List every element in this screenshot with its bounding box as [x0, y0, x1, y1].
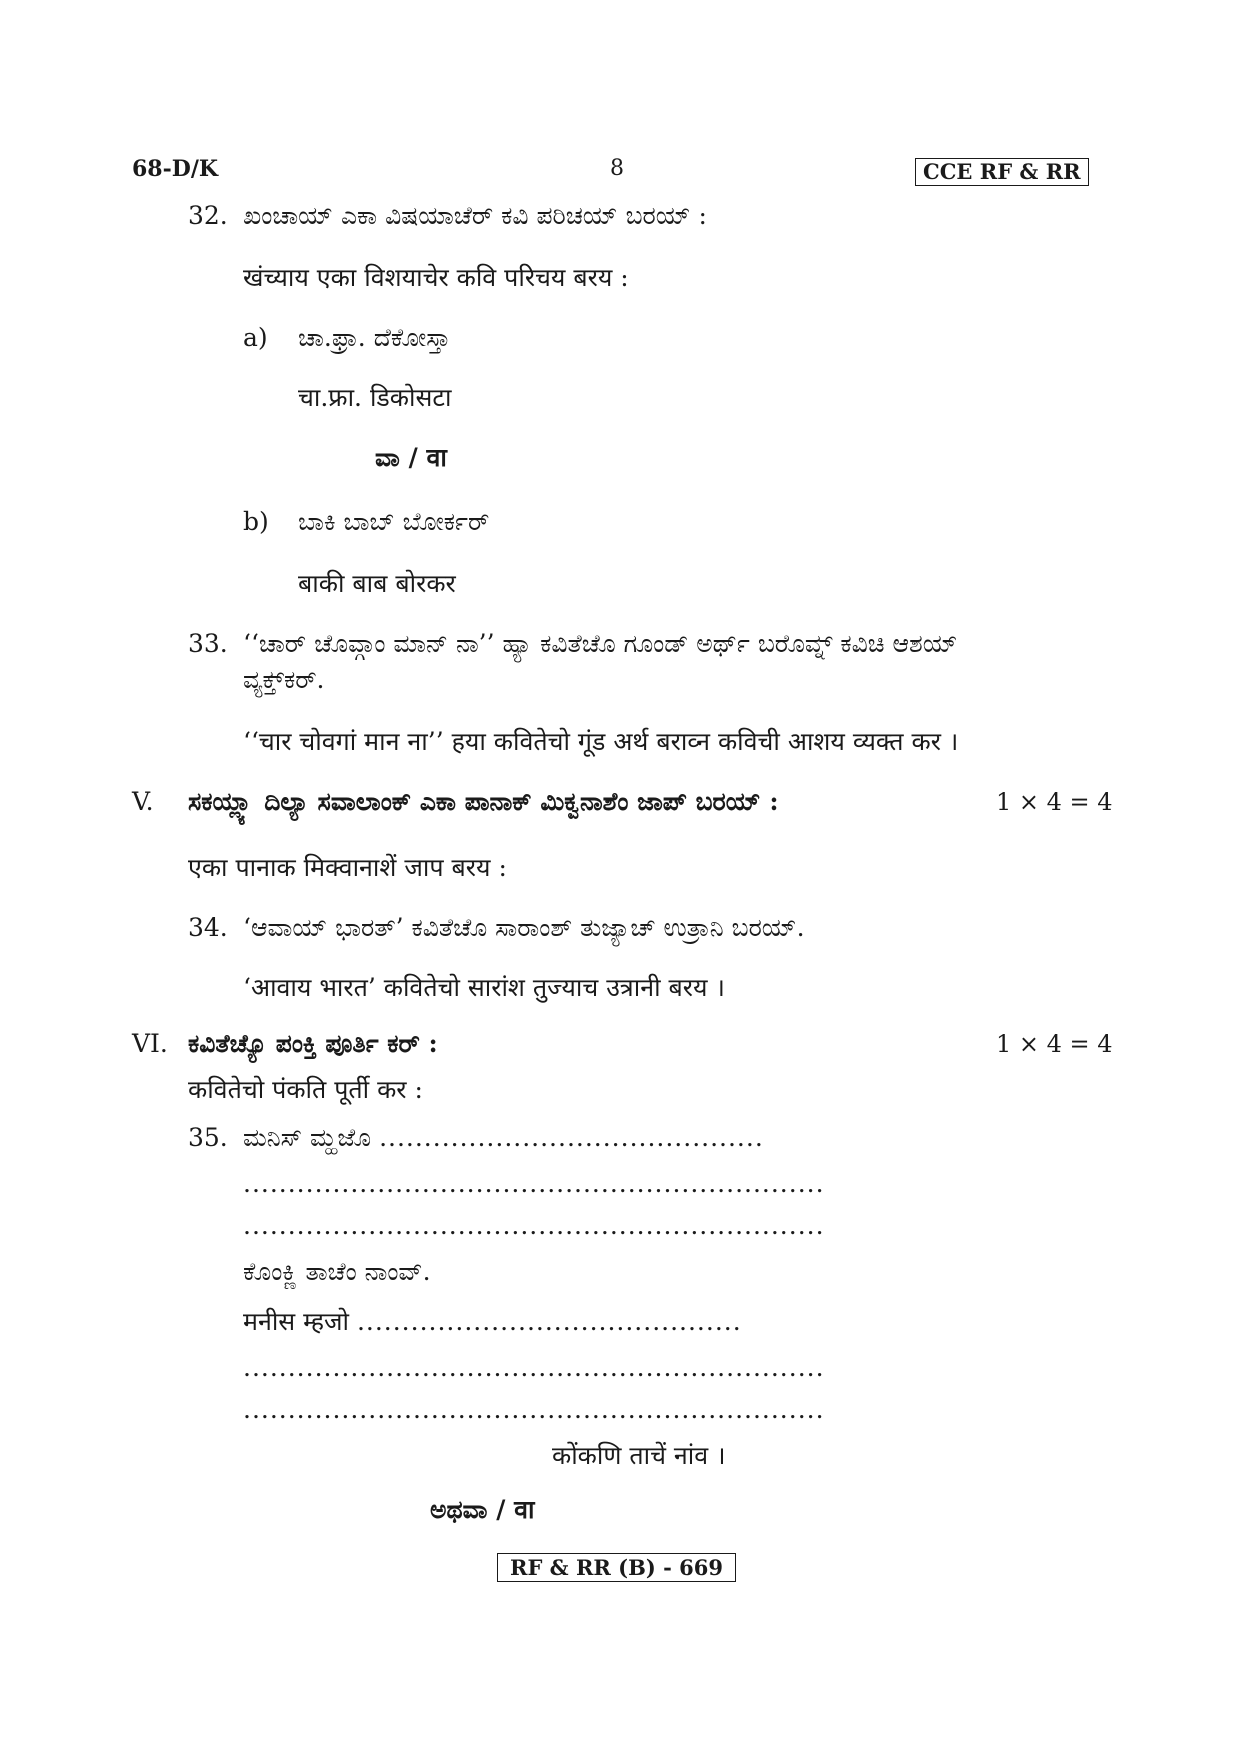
section-5-marks: 1 × 4 = 4: [996, 788, 1113, 816]
series-badge: CCE RF & RR: [915, 158, 1089, 186]
question-34-kannada: ‘ಆವಾಯ್ ಭಾರತ್’ ಕವಿತೆಚೊ ಸಾರಾಂಶ್ ತುಜ್ಯಾಚ್ ಉತ್ರಾನಿ ಬರಯ್.: [243, 913, 805, 942]
question-33-devanagari: ‘‘चार चोवगां मान ना’’ हया कवितेचो गूंड अर्थ बराव्न कविची आशय व्यक्त कर ।: [243, 727, 959, 756]
section-5-devanagari: एका पानाक मिक्वानाशें जाप बरय :: [188, 853, 507, 882]
paper-code: 68-D/K: [132, 156, 218, 182]
question-33-kannada-line2: ವ್ಯಕ್ತ್‌ಕರ್.: [243, 665, 325, 694]
section-5-numeral: V.: [132, 787, 154, 816]
section-6-marks: 1 × 4 = 4: [996, 1030, 1113, 1058]
blank-dots-line: .................................................................: [243, 1395, 825, 1424]
option-a-devanagari: चा.फ्रा. डिकोसटा: [298, 383, 452, 412]
blank-dots: ...........................................: [356, 1307, 742, 1336]
or-slash: /: [408, 443, 418, 472]
poem-devanagari-start-line: [243, 1306, 742, 1338]
or-devanagari: वा: [426, 443, 447, 472]
section-6-heading: ಕವಿತೆಚ್ಯೊ ಪಂಕ್ತಿ ಪೂರ್ತಿ ಕರ್ :: [188, 1029, 438, 1058]
or-kannada: ಅಥವಾ: [430, 1495, 488, 1524]
blank-dots: ...........................................: [379, 1123, 764, 1152]
option-a-kannada: ಚಾ.ಫ್ರಾ. ದೆಕೋಸ್ತಾ: [298, 323, 451, 352]
option-a-label: a): [243, 323, 268, 352]
question-33-number: 33.: [188, 629, 228, 658]
poem-kannada-end: ಕೊಂಕ್ಣಿ ತಾಚೆಂ ನಾಂವ್.: [243, 1257, 431, 1286]
or-separator-35: [430, 1494, 534, 1526]
question-32-devanagari: खंच्याय एका विशयाचेर कवि परिचय बरय :: [243, 263, 629, 292]
question-32-kannada: ಖಂಚಾಯ್ ಎಕಾ ವಿಷಯಾಚೆರ್ ಕವಿ ಪರಿಚಯ್ ಬರಯ್ :: [243, 201, 707, 230]
question-34-devanagari: ‘आवाय भारत’ कवितेचो सारांश तुज्याच उत्रानी बरय ।: [243, 973, 725, 1002]
option-b-label: b): [243, 507, 269, 536]
section-5-heading: ಸಕಯ್ಲ್ಯಾ ದಿಲ್ಯಾ ಸವಾಲಾಂಕ್ ಎಕಾ ಪಾನಾಕ್ ಮಿಕ್ವನಾಶೆಂ ಜಾಪ್ ಬರಯ್ :: [188, 787, 779, 816]
or-kannada: ವಾ: [375, 443, 400, 472]
blank-dots-line: .................................................................: [243, 1211, 825, 1240]
or-slash: /: [496, 1495, 506, 1524]
option-b-kannada: ಬಾಕಿ ಬಾಬ್ ಬೋರ್ಕರ್: [298, 507, 490, 536]
question-32-number: 32.: [188, 201, 228, 230]
poem-devanagari-start: मनीस म्हजो: [243, 1307, 349, 1336]
blank-dots-line: .................................................................: [243, 1353, 825, 1382]
section-6-numeral: VI.: [132, 1029, 168, 1058]
poem-kannada-start-line: [243, 1122, 764, 1154]
option-b-devanagari: बाकी बाब बोरकर: [298, 569, 456, 598]
section-6-devanagari: कवितेचो पंकति पूर्ती कर :: [188, 1075, 423, 1104]
poem-devanagari-end: कोंकणि ताचें नांव ।: [552, 1441, 726, 1470]
footer-code-box: RF & RR (B) - 669: [497, 1553, 736, 1582]
blank-dots-line: .................................................................: [243, 1169, 825, 1198]
question-34-number: 34.: [188, 913, 228, 942]
question-35-number: 35.: [188, 1123, 228, 1152]
or-separator-32: [375, 442, 447, 474]
page-number: 8: [610, 156, 624, 181]
poem-kannada-start: ಮನಿಸ್ ಮ್ಹಜೊ: [243, 1123, 372, 1152]
or-devanagari: वा: [514, 1495, 535, 1524]
question-33-kannada-line1: ‘‘ಚಾರ್ ಚೊವ್ಗಾಂ ಮಾನ್ ನಾ’’ ಹ್ಯಾ ಕವಿತೆಚೊ ಗೂಂಡ್ ಅರ್ಥ್ ಬರೊವ್ನ್ ಕವಿಚಿ ಆಶಯ್: [243, 629, 958, 658]
